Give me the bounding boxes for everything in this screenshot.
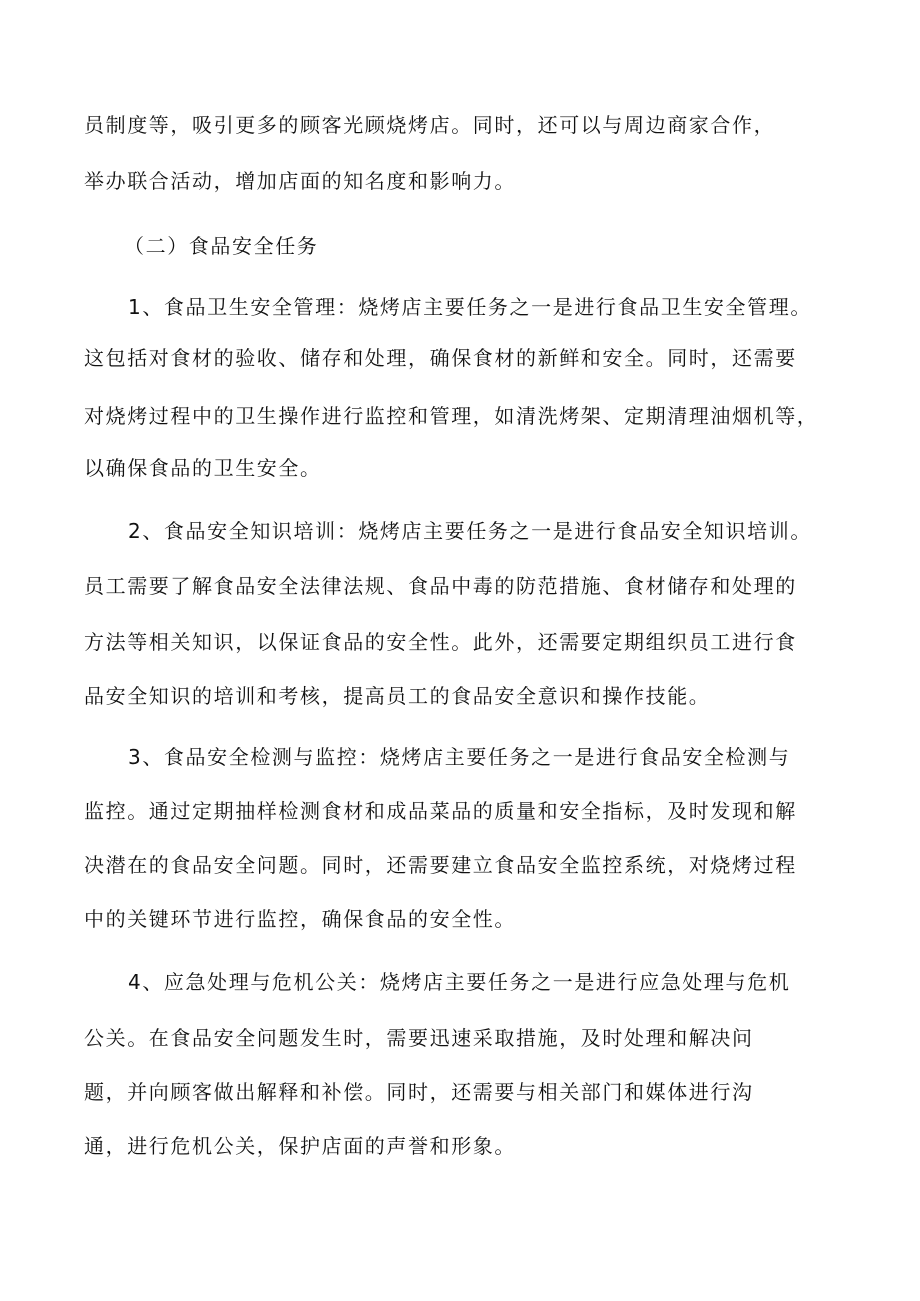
text-line: 以确保食品的卫生安全。 [84,456,322,480]
text-line: 公关。在食品安全问题发生时，需要迅速采取措施，及时处理和解决问 [84,1026,754,1050]
text-line: 对烧烤过程中的卫生操作进行监控和管理，如清洗烤架、定期清理油烟机等， [84,404,819,428]
text-line: 题，并向顾客做出解释和补偿。同时，还需要与相关部门和媒体进行沟 [84,1080,754,1104]
text-line: 监控。通过定期抽样检测食材和成品菜品的质量和安全指标，及时发现和解 [84,799,797,823]
text-line: 决潜在的食品安全问题。同时，还需要建立食品安全监控系统，对烧烤过程 [84,853,797,877]
paragraph-lead-line: 2、食品安全知识培训：烧烤店主要任务之一是进行食品安全知识培训。 [128,519,812,543]
paragraph-lead-line: 1、食品卫生安全管理：烧烤店主要任务之一是进行食品卫生安全管理。 [128,295,812,319]
paragraph-lead-line: 3、食品安全检测与监控：烧烤店主要任务之一是进行食品安全检测与 [128,745,791,769]
text-line: 通，进行危机公关，保护店面的声誉和形象。 [84,1134,516,1158]
text-line: 这包括对食材的验收、储存和处理，确保食材的新鲜和安全。同时，还需要 [84,346,797,370]
text-line: 员工需要了解食品安全法律法规、食品中毒的防范措施、食材储存和处理的 [84,574,797,598]
text-line: 方法等相关知识，以保证食品的安全性。此外，还需要定期组织员工进行食 [84,630,797,654]
text-line: 员制度等，吸引更多的顾客光顾烧烤店。同时，还可以与周边商家合作， [84,113,776,137]
text-line: 中的关键环节进行监控，确保食品的安全性。 [84,907,516,931]
section-heading: （二）食品安全任务 [124,234,319,258]
text-line: 举办联合活动，增加店面的知名度和影响力。 [84,169,516,193]
paragraph-lead-line: 4、应急处理与危机公关：烧烤店主要任务之一是进行应急处理与危机 [128,970,791,994]
text-line: 品安全知识的培训和考核，提高员工的食品安全意识和操作技能。 [84,684,711,708]
